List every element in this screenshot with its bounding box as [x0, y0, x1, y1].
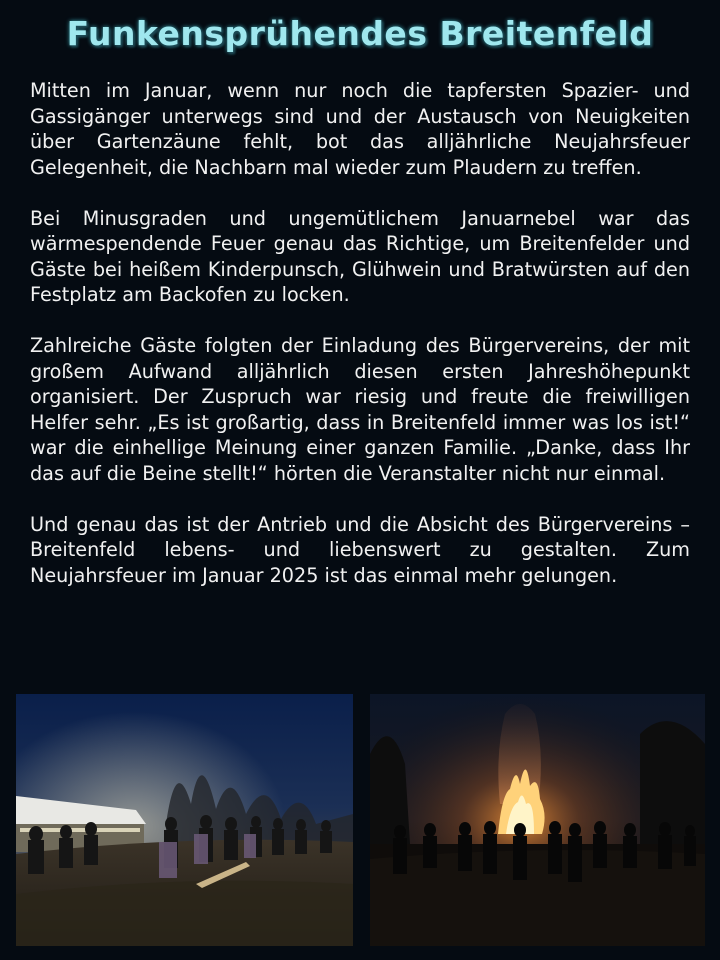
photo-bonfire: [370, 694, 705, 946]
paragraph-conclusion: Und genau das ist der Antrieb und die Absicht des Bürgervereins – Breitenfeld lebens- und liebenswert zu gestalten. Zum Neujahrsfeuer im Januar 2025 ist das einmal mehr gelungen.: [30, 512, 690, 587]
photo-crowd-tent: [16, 694, 353, 946]
paragraph-weather: Bei Minusgraden und ungemütlichem Januarnebel war das wärmespendende Feuer genau das Richtige, um Breitenfelder und Gäste bei heißem Kinderpunsch, Glühwein und Bratwürsten auf den Festplatz am Backofen zu locken.: [30, 206, 690, 306]
article-body: [30, 78, 690, 614]
page-title: Funkensprühendes Breitenfeld: [66, 14, 654, 53]
paragraph-intro: Mitten im Januar, wenn nur noch die tapfersten Spazier- und Gassigänger unterwegs sind und der Austausch von Neuigkeiten über Gartenzäune fehlt, bot das alljährliche Neujahrsfeuer Gelegenheit, die Nachbarn mal wieder zum Plaudern zu treffen.: [30, 79, 690, 179]
paragraph-guests: Zahlreiche Gäste folgten der Einladung des Bürgervereins, der mit großem Aufwand alljährlich diesen ersten Jahreshöhepunkt organisiert. Der Zuspruch war riesig und freute die freiwilligen Helfer sehr. „Es ist großartig, dass in Breitenfeld immer was los ist!“ war die einhellige Meinung einer ganzen Familie. „Danke, dass Ihr das auf die Beine stellt!“ hörten die Veranstalter nicht nur einmal.: [30, 334, 690, 485]
